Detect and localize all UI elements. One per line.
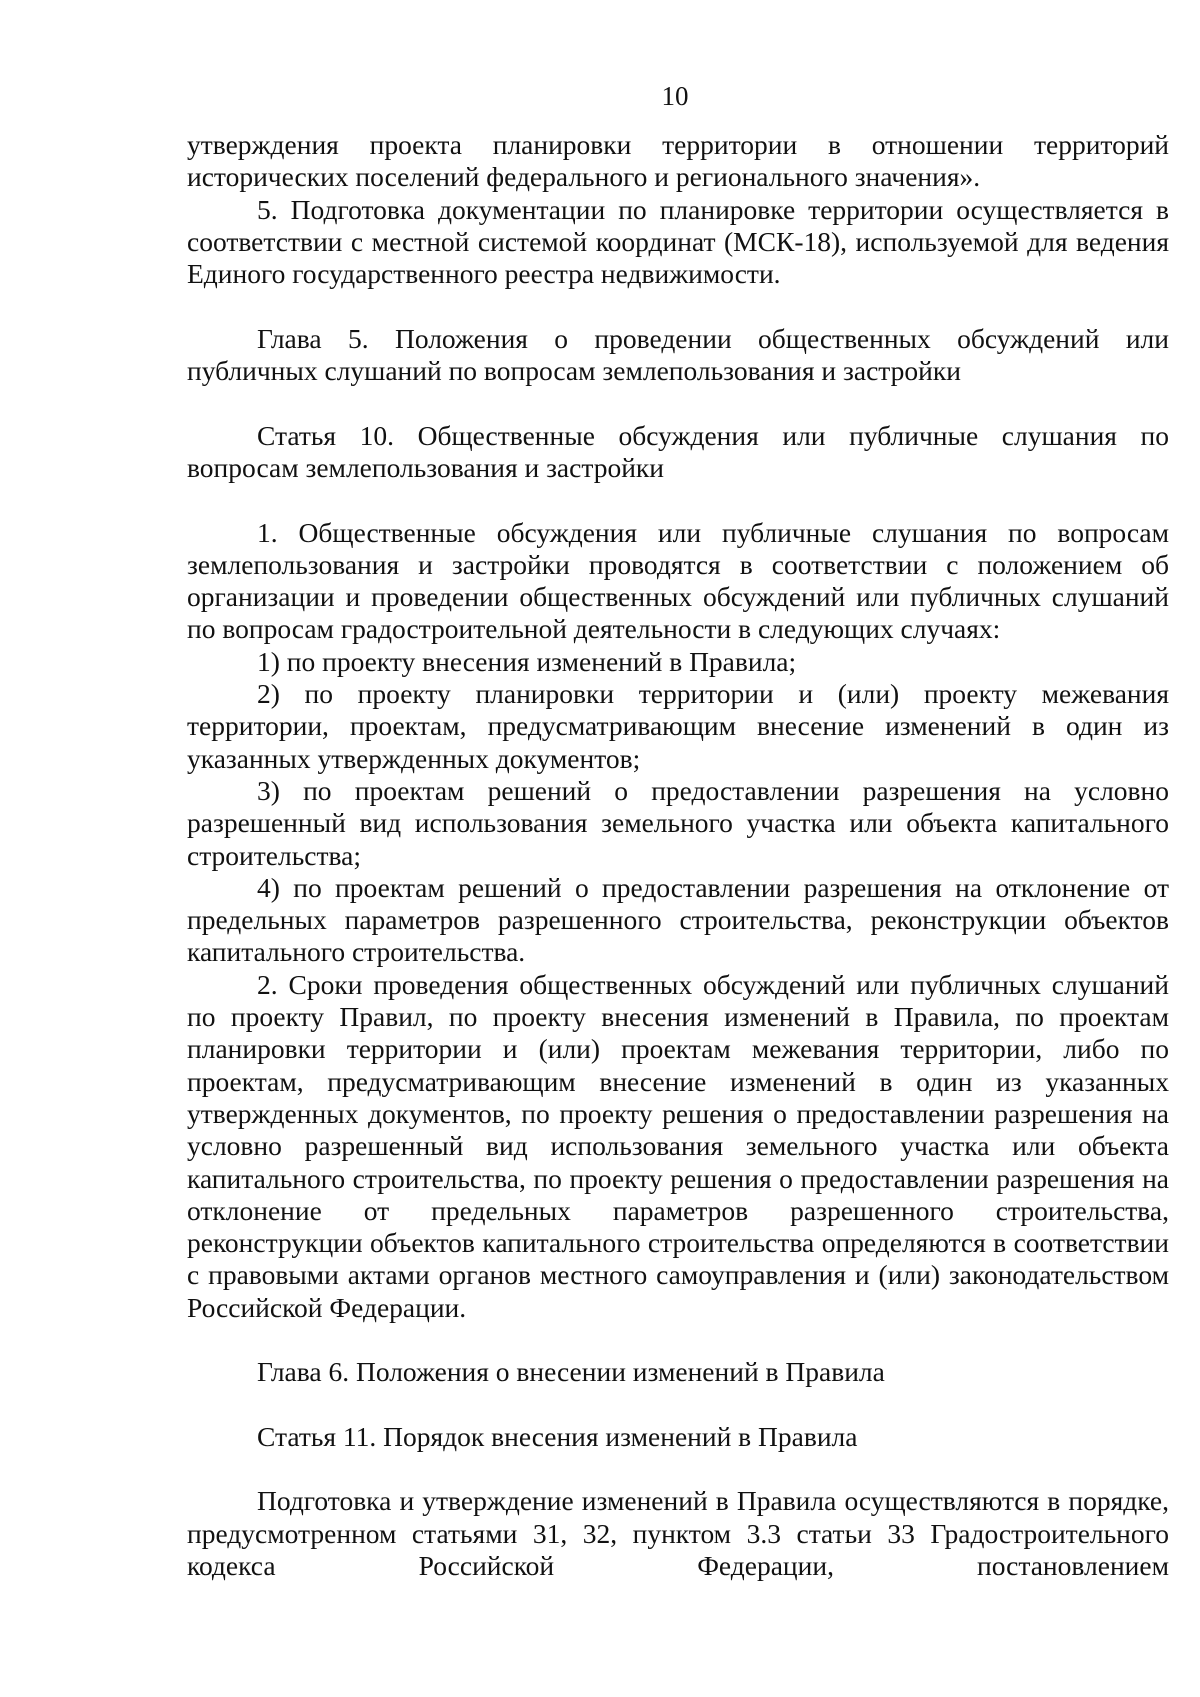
spacer	[187, 387, 1169, 419]
spacer	[187, 1324, 1169, 1356]
spacer	[187, 1453, 1169, 1485]
article-10-heading: Статья 10. Общественные обсуждения или публичные слушания по вопросам землепользования и застройки	[187, 419, 1169, 483]
list-item-3: 3) по проектам решений о предоставлении разрешения на условно разрешенный вид использования земельного участка или объекта капитального строительства;	[187, 774, 1169, 871]
chapter-5-heading: Глава 5. Положения о проведении общественных обсуждений или публичных слушаний по вопросам землепользования и застройки	[187, 322, 1169, 387]
paragraph-item-5: 5. Подготовка документации по планировке территории осуществляется в соответствии с местной системой координат (МСК-18), используемой для ведения Единого государственного реестра недвижимости.	[187, 193, 1169, 290]
document-body	[187, 129, 1169, 1582]
paragraph-article-11: Подготовка и утверждение изменений в Правила осуществляются в порядке, предусмотренном статьями 31, 32, пунктом 3.3 статьи 33 Градостроительного кодекса Российской Федерации, постановлением	[187, 1485, 1169, 1582]
page-number: 10	[661, 81, 689, 111]
list-item-4: 4) по проектам решений о предоставлении разрешения на отклонение от предельных параметров разрешенного строительства, реконструкции объектов капитального строительства.	[187, 871, 1169, 968]
spacer	[187, 1389, 1169, 1421]
paragraph-article-10-item-2: 2. Сроки проведения общественных обсуждений или публичных слушаний по проекту Правил, по проекту внесения изменений в Правила, по проектам планировки территории и (или) проектам межевания территории, либо по проектам, предусматривающим внесение изменений в один из указанных утвержденных документов, по проекту решения о предоставлении разрешения на условно разрешенный вид использования земельного участка или объекта капитального строительства, по проекту решения о предоставлении разрешения на отклонение от предельных параметров разрешенного строительства, реконструкции объектов капитального строительства определяются в соответствии с правовыми актами органов местного самоуправления и (или) законодательством Российской Федерации.	[187, 968, 1169, 1323]
article-11-heading: Статья 11. Порядок внесения изменений в Правила	[257, 1420, 858, 1452]
spacer	[187, 290, 1169, 322]
paragraph-continuation: утверждения проекта планировки территории в отношении территорий исторических поселений федерального и регионального значения».	[187, 129, 1169, 193]
chapter-6-heading: Глава 6. Положения о внесении изменений в Правила	[257, 1356, 885, 1388]
spacer	[187, 484, 1169, 516]
list-item-2: 2) по проекту планировки территории и (или) проекту межевания территории, проектам, предусматривающим внесение изменений в один из указанных утвержденных документов;	[187, 678, 1169, 774]
list-item-1: 1) по проекту внесения изменений в Правила;	[257, 645, 797, 677]
paragraph-article-10-item-1: 1. Общественные обсуждения или публичные слушания по вопросам землепользования и застройки проводятся в соответствии с положением об организации и проведении общественных обсуждений или публичных слушаний по вопросам градостроительной деятельности в следующих случаях:	[187, 516, 1169, 645]
